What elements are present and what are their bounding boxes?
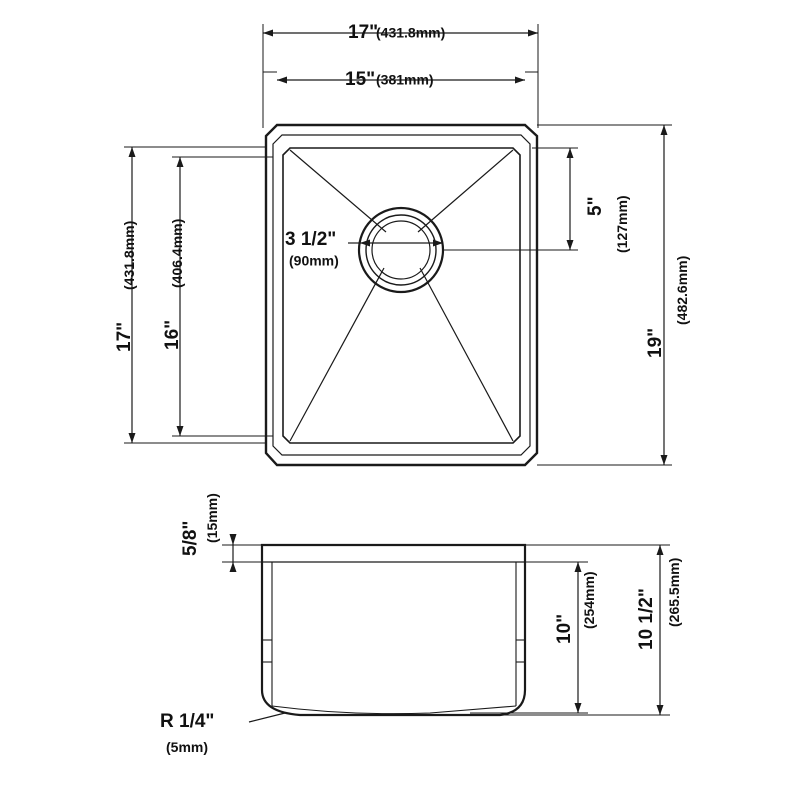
dim-bowl-depth-metric: (254mm) [581, 571, 597, 629]
dim-drain-diameter-imperial: 3 1/2" [285, 229, 337, 251]
bowl-slope-lines [290, 150, 513, 441]
side-view-mount-marks [262, 640, 525, 662]
dim-top-inner-width-imperial: 15" [345, 69, 376, 91]
drain-offset-extension-lines [443, 148, 578, 250]
dim-drain-offset-metric: (127mm) [614, 195, 630, 253]
dim-left-inner-height-metric: (406.4mm) [169, 218, 185, 288]
sink-outer-outline [266, 125, 537, 465]
dim-left-outer-height-metric: (431.8mm) [121, 220, 137, 290]
sink-rim-line [273, 135, 530, 455]
dim-corner-radius-imperial: R 1/4" [160, 711, 215, 732]
dim-top-outer-width-imperial: 17" [348, 22, 379, 44]
left-outer-height-extension-lines [124, 147, 266, 443]
dim-bowl-depth-imperial: 10" [554, 613, 575, 644]
dim-drain-diameter-metric: (90mm) [289, 252, 339, 269]
right-height-extension-lines [537, 125, 672, 465]
drain-inner-circle [372, 221, 430, 279]
dim-top-outer-width-metric: (431.8mm) [376, 24, 446, 41]
dim-drain-offset-imperial: 5" [585, 196, 606, 216]
dim-line-left-inner-height [177, 157, 184, 436]
dim-rim-thickness-imperial: 5/8" [180, 520, 201, 556]
dim-line-rim-thickness [230, 534, 237, 572]
dim-right-outer-height-metric: (482.6mm) [674, 255, 690, 325]
dim-line-overall-depth [657, 545, 664, 715]
dim-line-drain-offset [567, 148, 574, 250]
dim-left-inner-height-imperial: 16" [162, 319, 183, 350]
left-inner-height-extension-lines [172, 157, 273, 436]
dim-line-left-outer-height [129, 147, 136, 443]
dim-rim-thickness-metric: (15mm) [204, 493, 220, 543]
dim-overall-depth-imperial: 10 1/2" [636, 588, 657, 650]
corner-radius-leader [249, 713, 285, 722]
dim-corner-radius-metric: (5mm) [166, 739, 209, 755]
dim-right-outer-height-imperial: 19" [645, 327, 666, 358]
dim-overall-depth-metric: (265.5mm) [666, 557, 682, 627]
drain-mid-circle [366, 215, 436, 285]
dim-top-inner-width-metric: (381mm) [376, 71, 434, 88]
dim-left-outer-height-imperial: 17" [114, 321, 135, 352]
bowl-bottom-outline [283, 148, 520, 443]
side-view-outline [262, 545, 525, 715]
dim-line-right-outer-height [661, 125, 668, 465]
rim-thickness-extension-lines [222, 545, 262, 562]
